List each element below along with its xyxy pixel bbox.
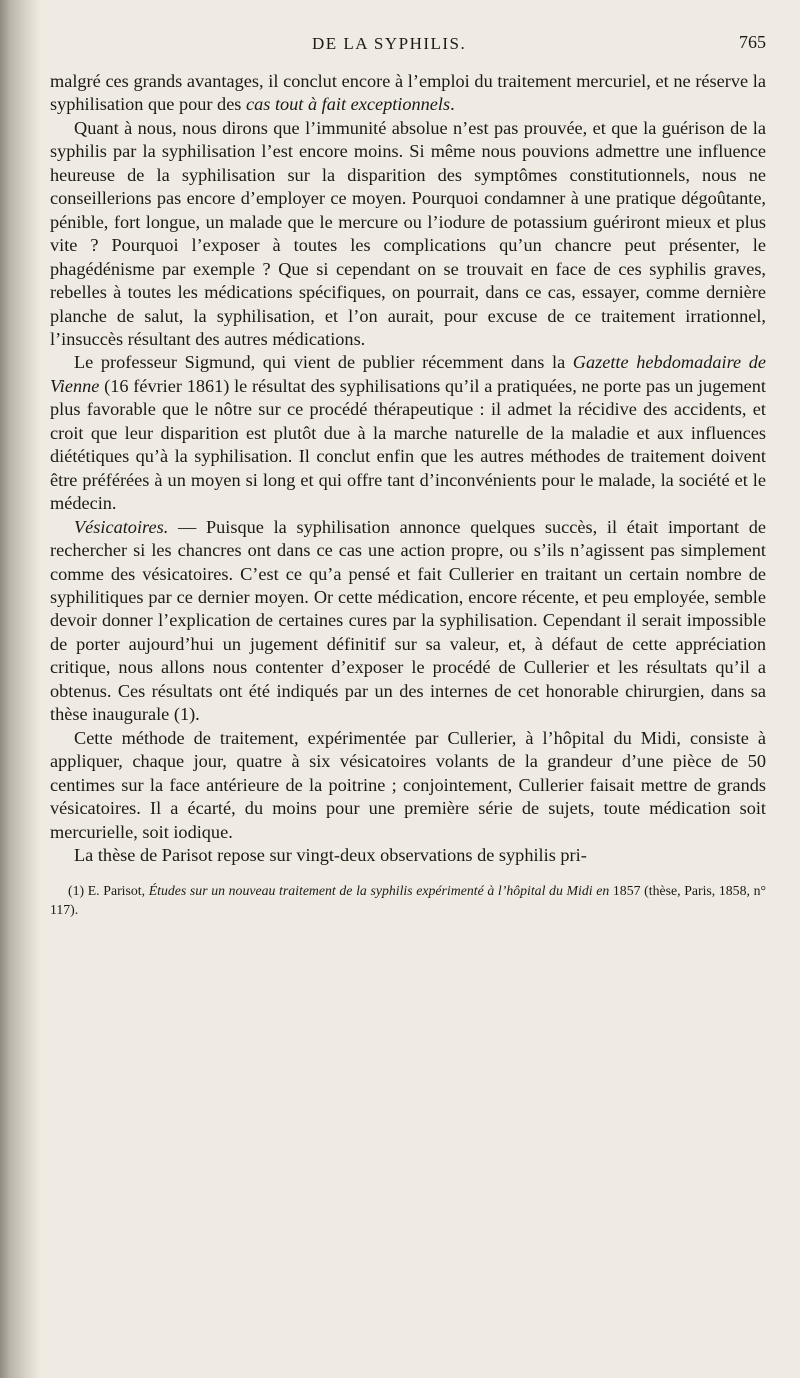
journal-title: Gazette hebdomadaire de Vienne	[50, 352, 766, 396]
footnote-title: Études sur un nouveau traitement de la syphilis expérimenté à l’hôpital du Midi en	[148, 883, 610, 899]
footnote-author: E. Parisot,	[87, 883, 146, 899]
footnote-marker: (1)	[68, 883, 85, 899]
page-gutter-shadow	[0, 0, 40, 1378]
paragraph-text: (16 février 1861) le résultat des syphilisations qu’il a pratiquées, ne porte pas un jugement plus favorable que le nôtre sur ce procédé thérapeutique : il admet la récidive des accidents, et croit que leur disparition est plutôt due à la marche naturelle de la maladie et aux influences diététiques qu’à la syphilisation. Il conclut enfin que les autres méthodes de traitement doivent être préférées à un moyen si long et qui offre tant d’inconvénients pour le malade, la société et le médecin.	[50, 375, 766, 514]
page-header	[50, 28, 766, 70]
paragraph-3	[50, 351, 766, 515]
paragraph-text: Quant à nous, nous dirons que l’immunité absolue n’est pas prouvée, et que la guérison de la syphilis par la syphilisation l’est encore moins. Si même nous pouvions admettre une influence heureuse de la syphilisation sur la disparition des symptômes constitutionnels, nous ne conseillerions pas encore d’employer ce moyen. Pourquoi condamner à une pratique dégoûtante, pénible, fort longue, un malade que le mercure ou l’iodure de potassium guériront mieux et plus vite ? Pourquoi l’exposer à toutes les complications qu’un chancre peut présenter, le phagédénisme par exemple ? Que si cependant on se trouvait en face de ces syphilis graves, rebelles à toutes les médications spécifiques, on pourrait, dans ce cas, essayer, comme dernière planche de salut, la syphilisation, et l’on aurait, pour excuse de ce traitement irrationnel, l’insuccès résultant des autres médications.	[50, 117, 766, 349]
paragraph-5	[50, 727, 766, 844]
paragraph-4	[50, 516, 766, 727]
paragraph-text: — Puisque la syphilisation annonce quelques succès, il était important de rechercher si les chancres ont dans ce cas une action propre, ou s’ils n’agissent pas simplement comme des vésicatoires. C’est ce qu’a pensé et fait Cullerier en traitant un certain nombre de syphilitiques par ce dernier moyen. Or cette médication, encore récente, et peu employée, semble devoir donner l’explication de certaines cures par la syphilisation. Cependant il serait impossible de porter aujourd’hui un jugement définitif sur sa valeur, et, à défaut de cette appréciation critique, nous allons nous contenter d’exposer le procédé de Cullerier et les résultats qu’il a obtenus. Ces résultats ont été indiqués par un des internes de cet honorable chirurgien, dans sa thèse inaugurale (1).	[50, 516, 766, 725]
paragraph-text: Cette méthode de traitement, expérimentée par Cullerier, à l’hôpital du Midi, consiste à appliquer, chaque jour, quatre à six vésicatoires volants de la grandeur d’une pièce de 50 centimes sur la face antérieure de la poitrine ; conjointement, Cullerier faisait mettre de grands vésicatoires. Il a écarté, du moins pour une première série de sujets, toute médication soit mercurielle, soit iodique.	[50, 727, 766, 842]
running-title: DE LA SYPHILIS.	[312, 34, 467, 53]
paragraph-tail: .	[450, 94, 455, 115]
italic-phrase: cas tout à fait exceptionnels	[246, 94, 451, 115]
paragraph-text: malgré ces grands avantages, il conclut encore à l’emploi du traitement mercuriel, et ne réserve la syphilisation que pour des	[50, 71, 766, 115]
paragraph-text: La thèse de Parisot repose sur vingt-deux observations de syphilis pri-	[74, 844, 587, 865]
page-number: 765	[739, 32, 766, 52]
paragraph-lead: Le professeur Sigmund, qui vient de publier récemment dans la	[74, 352, 573, 373]
paragraph-2	[50, 117, 766, 352]
footnote	[50, 881, 766, 919]
body-text	[50, 70, 766, 867]
paragraph-1	[50, 70, 766, 117]
book-page	[50, 28, 766, 919]
paragraph-6	[50, 844, 766, 867]
section-heading-vesicatoires: Vésicatoires.	[74, 516, 169, 537]
footnote-tail: 1857 (thèse, Paris, 1858, n° 117).	[50, 883, 766, 918]
